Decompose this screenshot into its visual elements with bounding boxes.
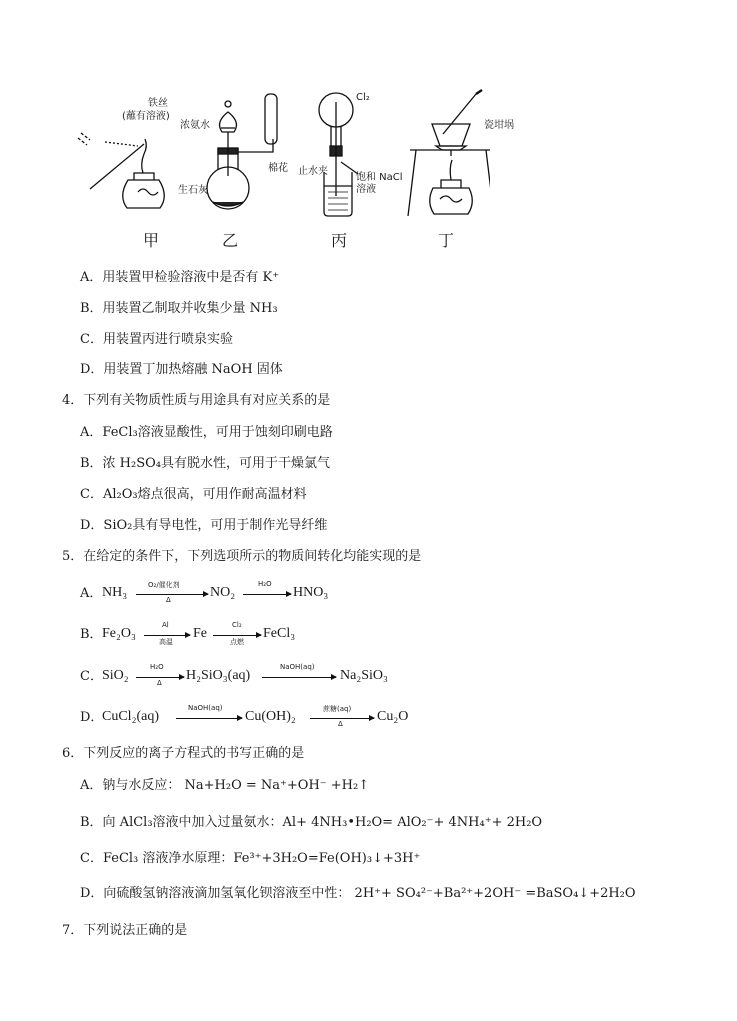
q5-c-species-2: H₂SiO₃(aq) xyxy=(186,668,251,683)
q5-option-d xyxy=(80,704,440,731)
stop-clamp-label: 止水夹 xyxy=(298,166,328,177)
q5-d-cond-1-top: NaOH(aq) xyxy=(188,704,223,712)
label-ding: 丁 xyxy=(438,231,455,250)
q6-option-d: D．向硫酸氢钠溶液滴加氢氧化钡溶液至中性： 2H⁺+ SO₄²⁻+Ba²⁺+2OH⁻ =BaSO₄↓+2H₂O xyxy=(80,886,636,901)
q5-b-cond-1-top: Al xyxy=(162,621,169,629)
cl2-label: Cl₂ xyxy=(356,92,370,103)
q5-d-label: D． xyxy=(80,710,104,725)
q5-c-species-3: Na₂SiO₃ xyxy=(340,668,388,683)
q4-stem: 4．下列有关物质性质与用途具有对应关系的是 xyxy=(62,393,331,408)
apparatus-figure xyxy=(60,84,514,254)
q6-stem: 6．下列反应的离子方程式的书写正确的是 xyxy=(62,746,305,761)
q4-option-b: B．浓 H₂SO₄具有脱水性，可用于干燥氯气 xyxy=(80,456,331,471)
q5-c-cond-2-top: NaOH(aq) xyxy=(280,663,315,671)
dipped-solution-label: (蘸有溶液) xyxy=(122,111,170,122)
q5-a-cond-2-top: H₂O xyxy=(258,580,272,588)
q5-a-arrow-1 xyxy=(136,594,208,595)
q3-option-a: A．用装置甲检验溶液中是否有 K⁺ xyxy=(80,270,280,285)
q7-stem: 7．下列说法正确的是 xyxy=(62,923,188,938)
q3-option-c: C．用装置丙进行喷泉实验 xyxy=(80,332,233,347)
q5-stem: 5．在给定的条件下，下列选项所示的物质间转化均能实现的是 xyxy=(62,549,422,564)
q6-option-b: B．向 AlCl₃溶液中加入过量氨水：Al+ 4NH₃•H₂O= AlO₂⁻+ 4NH₄⁺+ 2H₂O xyxy=(80,815,543,830)
q3-option-b: B．用装置乙制取并收集少量 NH₃ xyxy=(80,301,278,316)
label-bing: 丙 xyxy=(331,231,348,250)
q6-option-c: C．FeCl₃ 溶液净水原理：Fe³⁺+3H₂O=Fe(OH)₃↓+3H⁺ xyxy=(80,851,421,866)
q5-option-a xyxy=(80,580,420,607)
conc-ammonia-label: 浓氨水 xyxy=(180,120,210,131)
q5-d-species-2: Cu(OH)₂ xyxy=(245,709,296,724)
q5-a-arrow-2 xyxy=(243,594,291,595)
cotton-label: 棉花 xyxy=(268,163,288,174)
label-yi: 乙 xyxy=(222,231,239,250)
q5-b-arrow-2 xyxy=(213,635,261,636)
q5-c-species-1: SiO₂ xyxy=(102,668,129,683)
apparatus-yi xyxy=(207,94,277,209)
q5-c-label: C． xyxy=(80,669,103,684)
q5-option-b xyxy=(80,621,420,648)
q6-option-a: A．钠与水反应： Na+H₂O = Na⁺+OH⁻ +H₂↑ xyxy=(80,778,370,793)
q5-c-cond-1-bot: Δ xyxy=(157,679,162,687)
apparatus-ding xyxy=(408,90,490,216)
q4-option-d: D．SiO₂具有导电性，可用于制作光导纤维 xyxy=(80,518,328,533)
q5-d-cond-2-top: 蔗糖(aq) xyxy=(323,705,352,713)
q5-d-arrow-1 xyxy=(176,718,242,719)
nacl-label-2: 溶液 xyxy=(356,184,376,195)
q5-b-species-3: FeCl₃ xyxy=(263,626,296,641)
q5-d-arrow-2 xyxy=(310,718,374,719)
nacl-label-1: 饱和 NaCl xyxy=(356,172,403,183)
q3-option-d: D．用装置丁加热熔融 NaOH 固体 xyxy=(80,362,283,377)
q5-a-cond-1-bot: Δ xyxy=(166,596,171,604)
q5-a-cond-1-top: O₂/催化剂 xyxy=(148,581,180,589)
q5-b-arrow-1 xyxy=(144,635,190,636)
q4-option-a: A．FeCl₃溶液显酸性，可用于蚀刻印刷电路 xyxy=(80,425,333,440)
label-jia: 甲 xyxy=(143,231,160,250)
iron-wire-label: 铁丝 xyxy=(148,98,168,109)
apparatus-jia xyxy=(78,133,164,208)
q5-a-species-1: NH₃ xyxy=(102,585,128,600)
q5-a-species-3: HNO₃ xyxy=(293,585,329,600)
q5-a-label: A． xyxy=(80,586,103,601)
q5-b-cond-2-top: Cl₂ xyxy=(232,621,242,629)
q5-option-c xyxy=(80,663,420,690)
q5-d-species-3: Cu₂O xyxy=(377,709,409,724)
q5-b-cond-2-bot: 点燃 xyxy=(230,638,244,646)
q5-d-cond-2-bot: Δ xyxy=(338,720,343,728)
q5-b-cond-1-bot: 高温 xyxy=(159,638,173,646)
q5-d-species-1: CuCl₂(aq) xyxy=(102,709,159,724)
q5-b-label: B． xyxy=(80,627,103,642)
q5-c-arrow-2 xyxy=(262,677,336,678)
q5-c-arrow-1 xyxy=(136,677,184,678)
q4-option-c: C．Al₂O₃熔点很高，可用作耐高温材料 xyxy=(80,487,307,502)
q5-b-species-2: Fe xyxy=(193,626,207,641)
q5-a-species-2: NO₂ xyxy=(210,585,236,600)
q5-b-species-1: Fe₂O₃ xyxy=(102,626,136,641)
quicklime-label: 生石灰 xyxy=(178,185,208,196)
apparatus-bing xyxy=(319,93,358,216)
q5-c-cond-1-top: H₂O xyxy=(150,663,164,671)
crucible-label: 瓷坩埚 xyxy=(484,120,514,131)
